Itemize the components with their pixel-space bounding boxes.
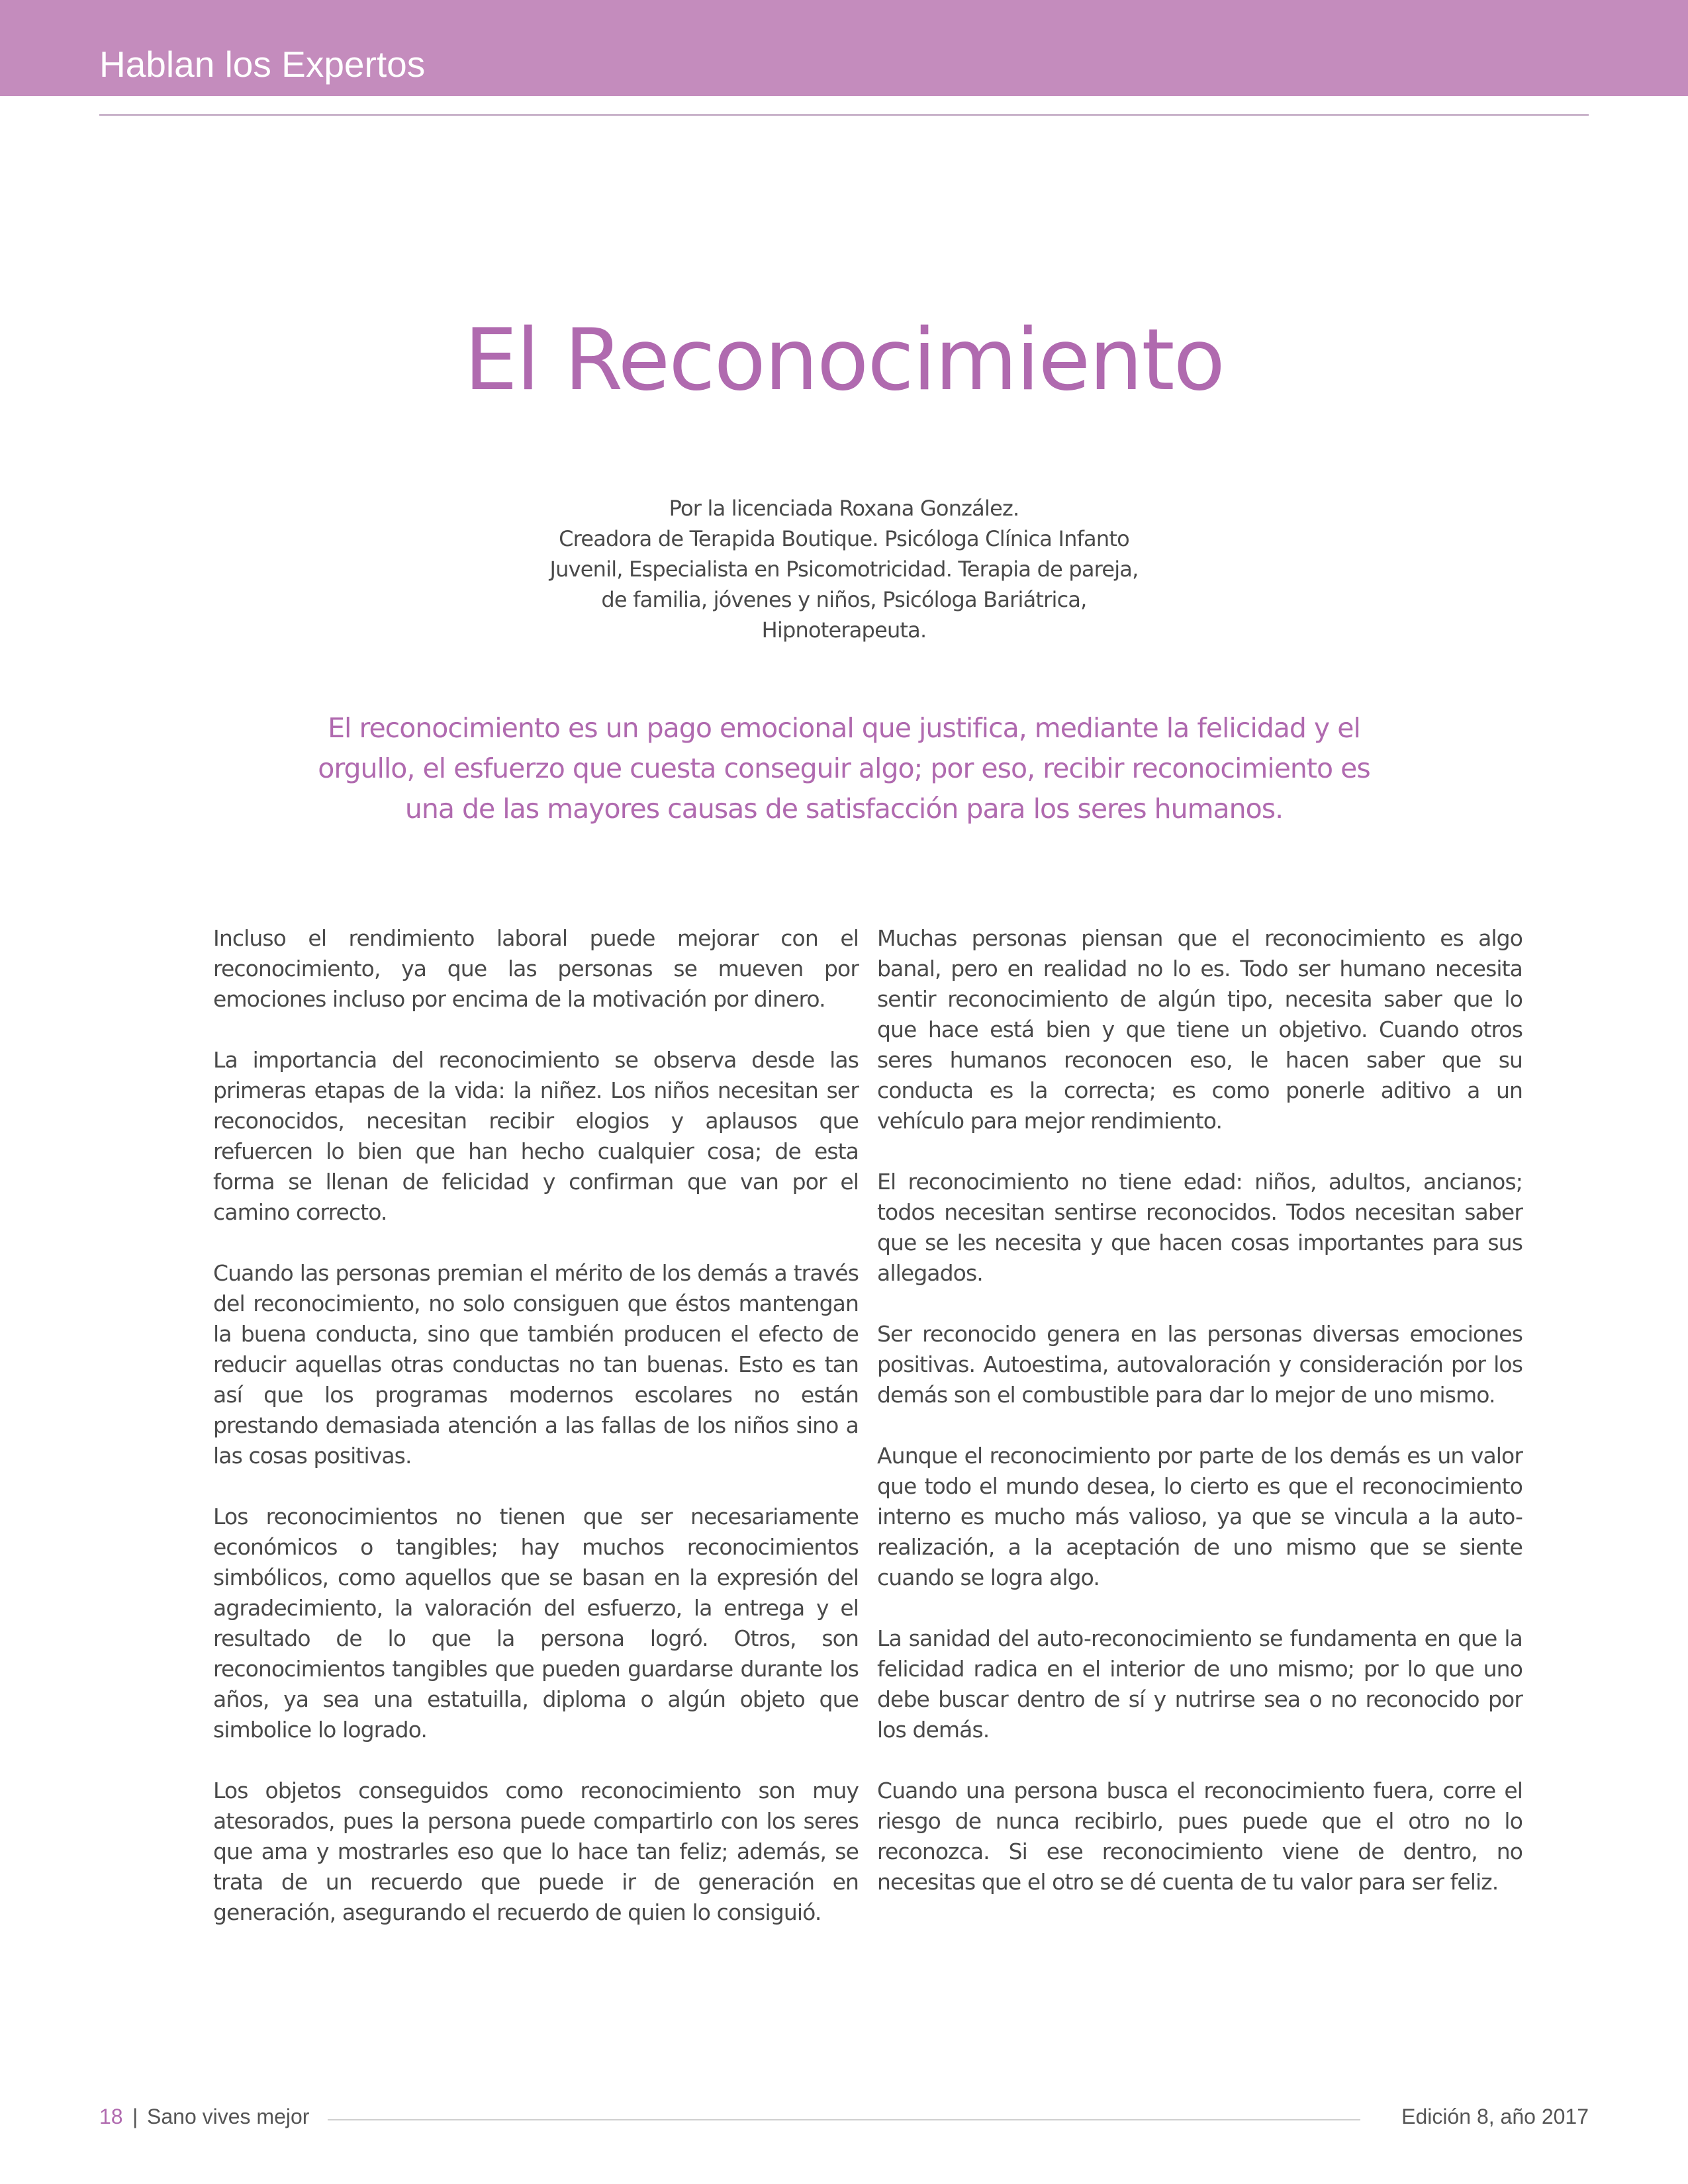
lead-line: una de las mayores causas de satisfacción para los seres humanos. [404, 793, 1284, 825]
body-paragraph: Los objetos conseguidos como reconocimiento son muy atesorados, pues la persona puede compartirlo con los seres que ama y mostrarles eso que lo hace tan feliz; además, se trata de un recuerdo que puede ir de generación en generación, asegurando el recuerdo de quien lo consiguió. [213, 1778, 859, 1925]
section-label: Hablan los Expertos [99, 44, 426, 85]
edition-label: Edición 8, año 2017 [1401, 2105, 1589, 2128]
lead-paragraph [298, 708, 1390, 829]
body-paragraph: Muchas personas piensan que el reconocimiento es algo banal, pero en realidad no lo es. Todo ser humano necesita sentir reconocimiento de algún tipo, necesita saber que lo que hace está bien y que tiene un objetivo. Cuando otros seres humanos reconocen eso, le hacen saber que su conducta es la correcta; es como ponerle aditivo a un vehículo para mejor rendimiento. [877, 925, 1523, 1134]
byline-line: de familia, jóvenes y niños, Psicóloga Bariátrica, [601, 587, 1087, 612]
body-paragraph: Cuando una persona busca el reconocimiento fuera, corre el riesgo de nunca recibirlo, pues puede que el otro no lo reconozca. Si ese reconocimiento viene de dentro, no necesitas que el otro se dé cuenta de tu valor para ser feliz. [877, 1778, 1523, 1895]
header-divider [99, 114, 1589, 116]
author-byline [513, 493, 1175, 645]
byline-line: Hipnoterapeuta. [761, 617, 927, 643]
byline-line: Juvenil, Especialista en Psicomotricidad. Terapia de pareja, [549, 557, 1139, 582]
footer-separator: | [132, 2105, 138, 2128]
byline-line: Creadora de Terapida Boutique. Psicóloga Clínica Infanto [559, 526, 1129, 551]
body-paragraph: Ser reconocido genera en las personas diversas emociones positivas. Autoestima, autovaloración y consideración por los demás son el combustible para dar lo mejor de uno mismo. [877, 1321, 1523, 1408]
body-paragraph: El reconocimiento no tiene edad: niños, adultos, ancianos; todos necesitan sentirse reconocidos. Todos necesitan saber que se les necesita y que hacen cosas importantes para sus allegados. [877, 1169, 1523, 1286]
left-column [213, 923, 859, 1958]
body-paragraph: La importancia del reconocimiento se observa desde las primeras etapas de la vida: la niñez. Los niños necesitan ser reconocidos, necesitan recibir elogios y aplausos que refuercen lo bien que han hecho cualquier cosa; de esta forma se llenan de felicidad y confirman que van por el camino correcto. [213, 1047, 859, 1225]
lead-line: orgullo, el esfuerzo que cuesta conseguir algo; por eso, recibir reconocimiento es [318, 752, 1370, 784]
footer-divider [328, 2119, 1360, 2120]
byline-line: Por la licenciada Roxana González. [669, 496, 1019, 521]
body-paragraph: Aunque el reconocimiento por parte de los demás es un valor que todo el mundo desea, lo cierto es que el reconocimiento interno es mucho más valioso, ya que se vincula a la auto-realización, a la aceptación de uno mismo que se siente cuando se logra algo. [877, 1443, 1523, 1590]
body-paragraph: Cuando las personas premian el mérito de los demás a través del reconocimiento, no solo consiguen que éstos mantengan la buena conducta, sino que también producen el efecto de reducir aquellas otras conductas no tan buenas. Esto es tan así que los programas modernos escolares no están prestando demasiada atención a las fallas de los niños sino a las cosas positivas. [213, 1260, 859, 1469]
body-paragraph: Incluso el rendimiento laboral puede mejorar con el reconocimiento, ya que las personas se mueven por emociones incluso por encima de la motivación por dinero. [213, 925, 859, 1012]
magazine-name: Sano vives mejor [147, 2105, 310, 2128]
body-paragraph: La sanidad del auto-reconocimiento se fundamenta en que la felicidad radica en el interior de uno mismo; por lo que uno debe buscar dentro de sí y nutrirse sea o no reconocido por los demás. [877, 1625, 1523, 1743]
article-title: El Reconocimiento [464, 311, 1224, 410]
page-number: 18 [99, 2105, 123, 2128]
right-column [877, 923, 1523, 1928]
body-paragraph: Los reconocimientos no tienen que ser necesariamente económicos o tangibles; hay muchos reconocimientos simbólicos, como aquellos que se basan en la expresión del agradecimiento, la valoración del esfuerzo, la entrega y el resultado de lo que la persona logró. Otros, son reconocimientos tangibles que pueden guardarse durante los años, ya sea una estatuilla, diploma o algún objeto que simbolice lo logrado. [213, 1504, 859, 1743]
lead-line: El reconocimiento es un pago emocional que justifica, mediante la felicidad y el [328, 712, 1360, 744]
